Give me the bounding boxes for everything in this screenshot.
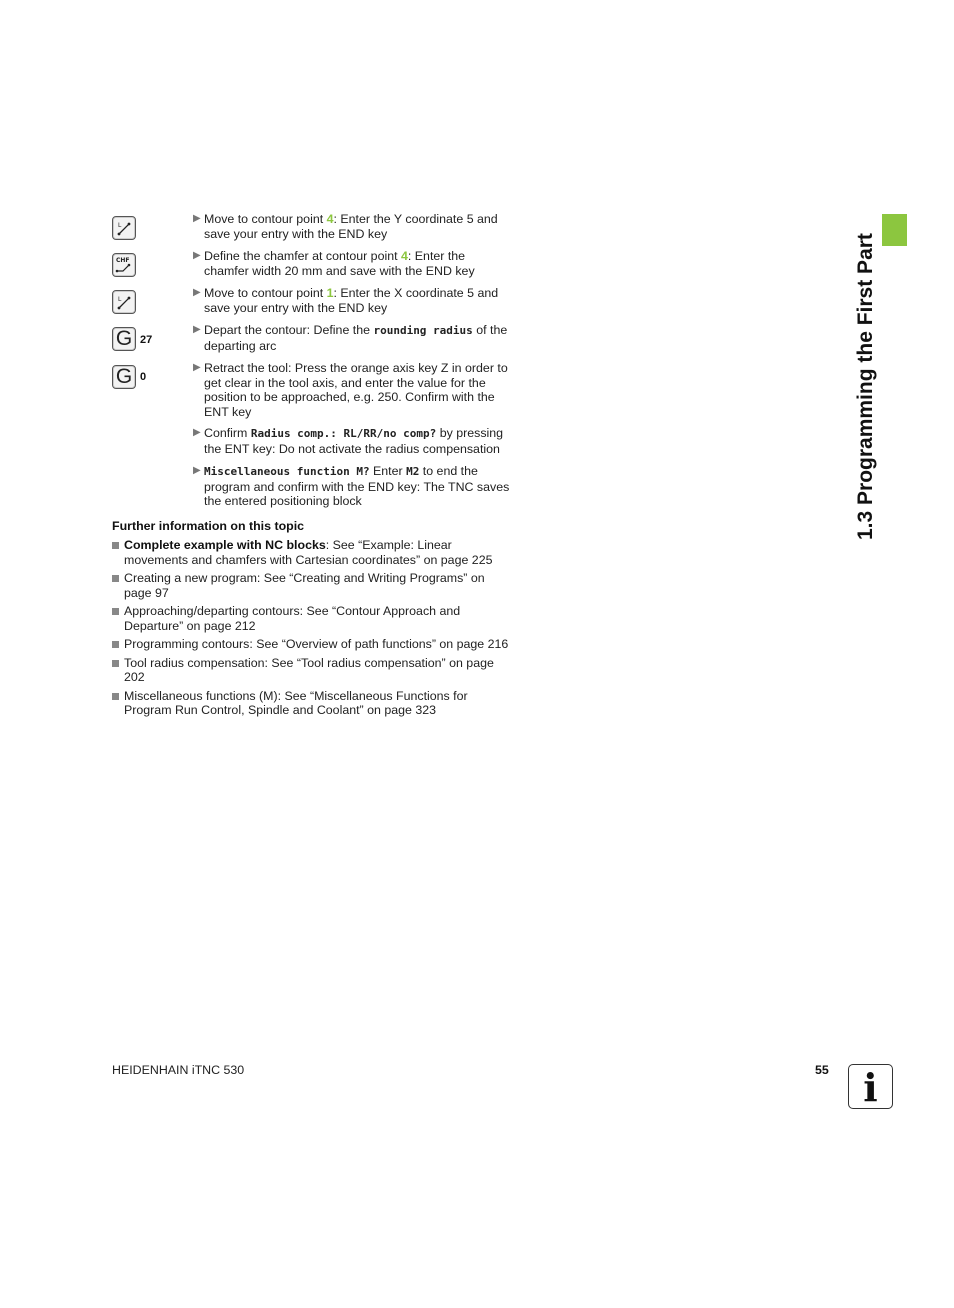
further-info-heading: Further information on this topic [112,519,305,533]
chapter-side-title: 1.3 Programming the First Part [854,233,877,540]
page-number: 55 [815,1063,829,1077]
list-item[interactable]: Programming contours: See “Overview of path functions” on page 216 [112,637,512,652]
svg-text:L: L [118,296,122,303]
bullet-square-icon [112,608,119,615]
step-item: ▶ Miscellaneous function M? Enter M2 to end the program and confirm with the END key: The TNC saves the entered positioning block [193,464,510,508]
list-item[interactable]: Approaching/departing contours: See “Contour Approach and Departure” on page 212 [112,604,512,633]
arrow-icon: ▶ [193,465,201,476]
chapter-tab-marker [882,214,907,246]
line-key-icon [112,290,136,314]
g-key-icon: G [112,365,136,389]
step-item: ▶ Move to contour point 1: Enter the X coordinate 5 and save your entry with the END key [193,286,499,315]
info-icon [848,1064,893,1109]
step-item: ▶ Retract the tool: Press the orange axis key Z in order to get clear in the tool axis, and enter the value for the position to be approached, e.g. 250. Confirm with the ENT key [193,361,508,419]
footer-product-name: HEIDENHAIN iTNC 530 [112,1063,245,1077]
arrow-icon: ▶ [193,324,201,335]
step-item: ▶ Depart the contour: Define the rounding radius of the departing arc [193,323,508,353]
arrow-icon: ▶ [193,362,201,373]
g-function-number: 0 [140,371,147,383]
chf-label: CHF [116,257,130,264]
line-key-icon [112,216,136,240]
list-item[interactable]: Complete example with NC blocks: See “Example: Linear movements and chamfers with Cartesian coordinates” on page 225 [112,538,512,567]
arrow-icon: ▶ [193,213,201,224]
arrow-icon: ▶ [193,427,201,438]
bullet-square-icon [112,542,119,549]
svg-text:L: L [118,222,122,229]
bullet-square-icon [112,575,119,582]
step-item: ▶ Move to contour point 4: Enter the Y coordinate 5 and save your entry with the END key [193,212,498,241]
g-function-number: 27 [140,334,153,346]
further-info-list [112,538,512,722]
chamfer-key-icon [112,253,136,277]
arrow-icon: ▶ [193,287,201,298]
bullet-square-icon [112,641,119,648]
svg-text:i: i [863,1065,878,1108]
list-item[interactable]: Creating a new program: See “Creating and Writing Programs” on page 97 [112,571,512,600]
bullet-square-icon [112,660,119,667]
list-item[interactable]: Tool radius compensation: See “Tool radius compensation” on page 202 [112,656,512,685]
bullet-square-icon [112,693,119,700]
list-item[interactable]: Miscellaneous functions (M): See “Miscellaneous Functions for Program Run Control, Spindle and Coolant” on page 323 [112,689,512,718]
arrow-icon: ▶ [193,250,201,261]
step-item: ▶ Confirm Radius comp.: RL/RR/no comp? by pressing the ENT key: Do not activate the radius compensation [193,426,504,456]
g-key-icon: G [112,327,136,351]
step-item: ▶ Define the chamfer at contour point 4: Enter the chamfer width 20 mm and save with the END key [193,249,475,278]
